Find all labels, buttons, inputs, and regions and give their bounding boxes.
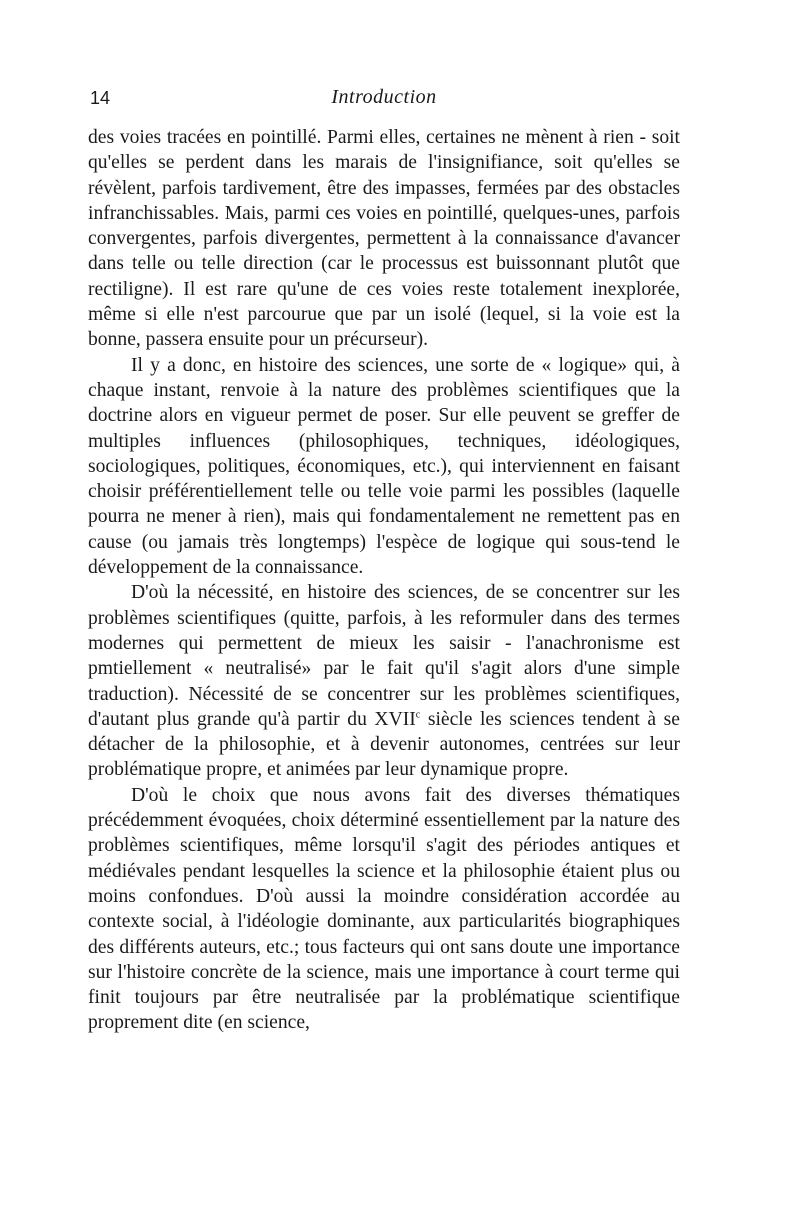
body-text — [88, 125, 680, 1036]
running-head — [88, 86, 680, 112]
paragraph-3-part-1: D'où la nécessité, en histoire des sciences, de se concentrer sur les problèmes scientifiques (quitte, parfois, à les reformuler dans des termes modernes qui permettent de mieux les saisir - l'anachronisme est pmtiellement « neutralisé» par le fait qu'il s'agit alors d'une simple traduction). Nécessité de se concentrer sur les problèmes scientifiques, d'autant plus grande qu'à partir du XVII — [88, 582, 680, 730]
page-number: 14 — [90, 88, 111, 108]
paragraph-3-part-2: siècle les sciences tendent à se détacher de la philosophie, et à devenir autonomes, centrées sur leur problématique propre, et animées par leur dynamique propre. — [88, 708, 680, 781]
chapter-title: Introduction — [331, 86, 437, 108]
paragraph-2: Il y a donc, en histoire des sciences, une sorte de « logique» qui, à chaque instant, renvoie à la nature des problèmes scientifiques que la doctrine alors en vigueur permet de poser. Sur elle peuvent se greffer de multiples influences (philosophiques, techniques, idéologiques, sociologiques, politiques, économiques, etc.), qui interviennent en faisant choisir préférentiellement telle ou telle voie parmi les possibles (laquelle pourra ne mener à rien), mais qui fondamentalement ne remettent pas en cause (ou jamais très longtemps) l'espèce de logique qui sous-tend le développement de la connaissance. — [88, 354, 680, 579]
paragraph-4: D'où le choix que nous avons fait des diverses thématiques précédemment évoquées, choix déterminé essentiellement par la nature des problèmes scientifiques, même lorsqu'il s'agit des périodes antiques et médiévales pendant lesquelles la science et la philosophie étaient plus ou moins confondues. D'où aussi la moindre considération accordée au contexte social, à l'idéologie dominante, aux particularités biographiques des différents auteurs, etc.; tous facteurs qui ont sans doute une importance sur l'histoire concrète de la science, mais une importance à court terme qui finit toujours par être neutralisée par la problématique scientifique proprement dite (en science, — [88, 784, 680, 1034]
century-superscript: c — [415, 709, 421, 721]
paragraph-1: des voies tracées en pointillé. Parmi elles, certaines ne mènent à rien - soit qu'elles se perdent dans les marais de l'insignifiance, soit qu'elles se révèlent, parfois tardivement, être des impasses, fermées par des obstacles infranchissables. Mais, parmi ces voies en pointillé, quelques-unes, parfois convergentes, parfois divergentes, permettent à la connaissance d'avancer dans telle ou telle direction (car le processus est buissonnant plutôt que rectiligne). Il est rare qu'une de ces voies reste totalement inexplorée, même si elle n'est parcourue que par un isolé (lequel, si la voie est la bonne, passera ensuite pour un précurseur). — [88, 127, 680, 351]
paragraph-3 — [88, 580, 680, 782]
